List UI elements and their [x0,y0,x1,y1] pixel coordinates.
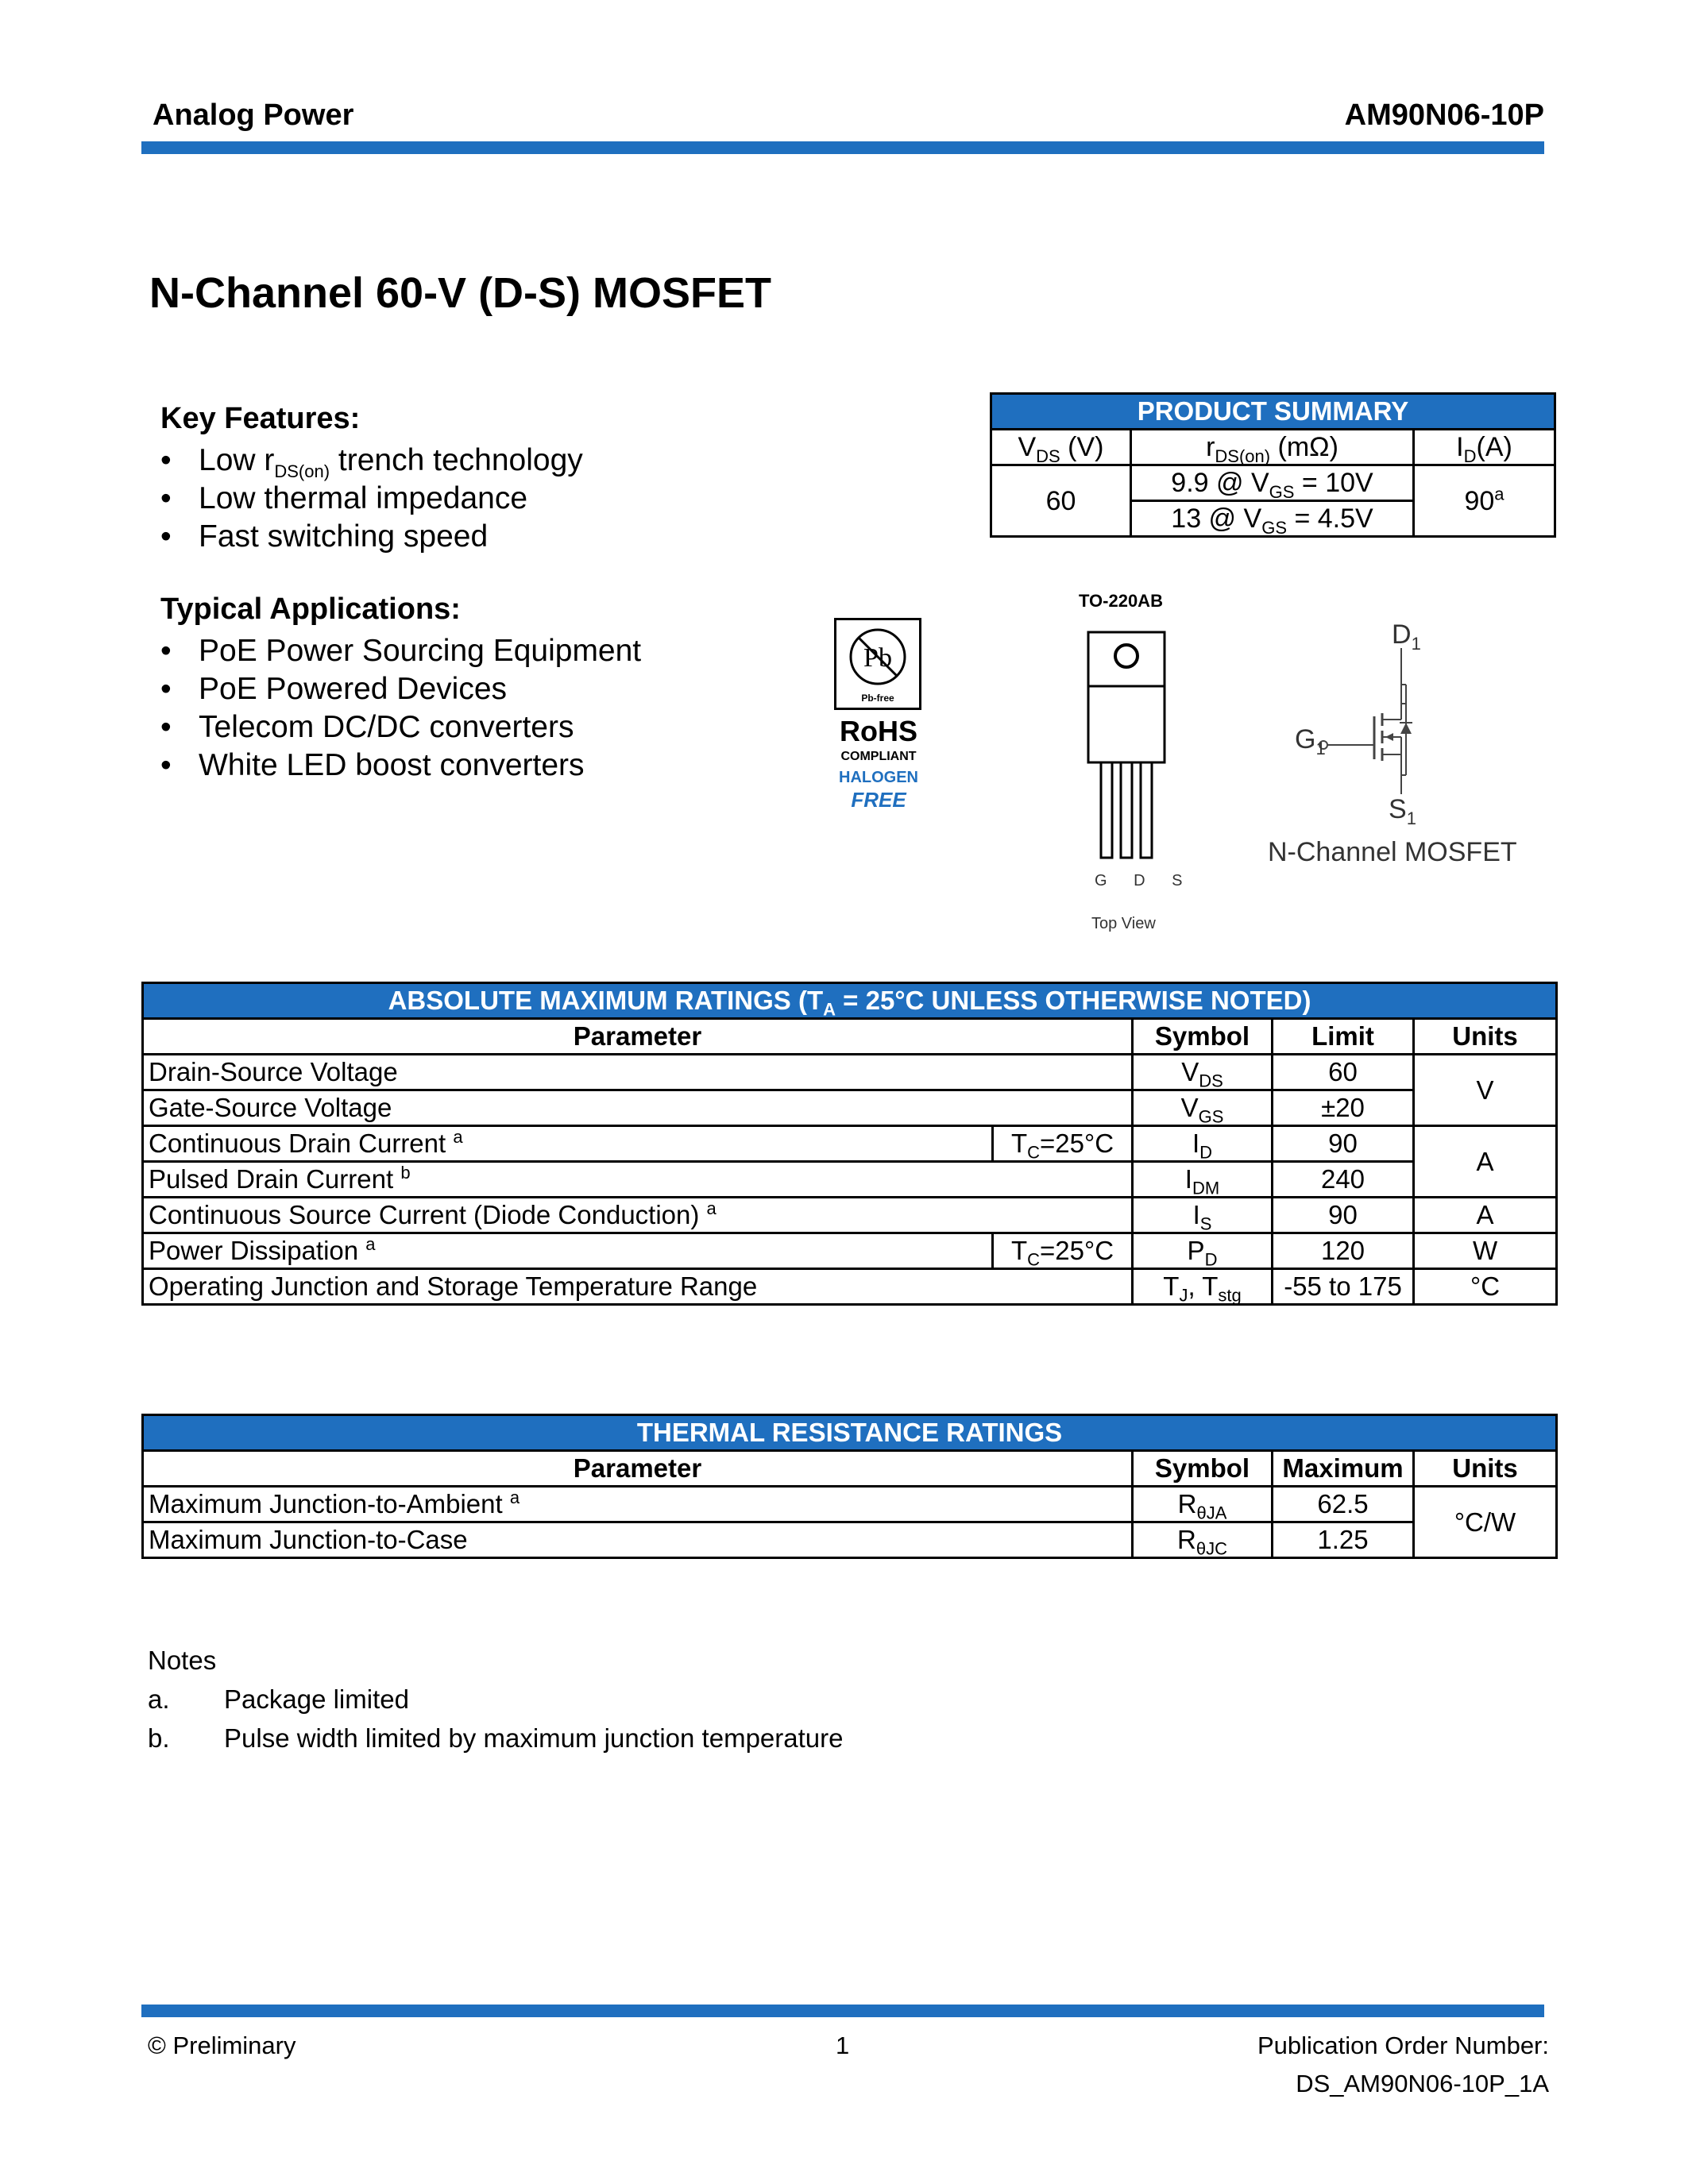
footer-left: © Preliminary [148,2032,296,2059]
thermal-maximum-header: Maximum [1273,1451,1414,1487]
thermal-resistance-table [141,1414,1558,1559]
page-title: N-Channel 60-V (D-S) MOSFET [149,269,772,317]
package-view-label: Top View [1091,915,1156,932]
note-marker: b. [148,1723,170,1753]
footer-rule [141,2005,1544,2017]
thermal-maximum: 62.5 [1273,1487,1414,1522]
abs-param [143,1126,993,1162]
vds-value: 60 [991,465,1131,537]
abs-param: Gate-Source Voltage [143,1090,1133,1126]
key-feature-item: • Fast switching speed [160,518,583,556]
id-value [1414,465,1555,537]
abs-symbol-header: Symbol [1133,1019,1273,1055]
abs-param-note: a [365,1234,376,1254]
table-row [143,1522,1557,1558]
abs-param-text: Pulsed Drain Current [149,1164,394,1194]
table-row [143,1090,1557,1126]
pb-free-logo [834,618,921,710]
abs-symbol: $T_J$, $T_{stg}$ [1133,1269,1273,1305]
abs-max-title: ABSOLUTE MAXIMUM RATINGS ($T_A = 25^\circ C$ UNLESS OTHERWISE NOTED) [143,983,1557,1019]
abs-param-text: Continuous Drain Current [149,1129,446,1158]
thermal-param [143,1487,1133,1522]
halogen-free-label: FREE [851,788,906,812]
table-row [143,1269,1557,1305]
note-text: Package limited [224,1684,409,1714]
abs-units: °C [1414,1269,1557,1305]
schematic-caption: N-Channel MOSFET [1268,837,1517,867]
note-item [148,1719,843,1758]
abs-limit: 60 [1273,1055,1414,1090]
thermal-units: °C/W [1414,1487,1557,1558]
key-features-list [160,442,583,556]
abs-param-note: b [400,1163,411,1183]
abs-symbol: $I_D$ [1133,1126,1273,1162]
id-header: $I_D(A)$ [1414,430,1555,465]
abs-limit: -55 to 175 [1273,1269,1414,1305]
rds-45v-value: 13 @ $V_{GS} = 4.5V$ [1131,501,1414,537]
abs-units: A [1414,1198,1557,1233]
rds-header: $r_{DS(on)}$ (mΩ) [1131,430,1414,465]
abs-limit: 90 [1273,1126,1414,1162]
key-feature-item [160,442,583,480]
abs-limit: ±20 [1273,1090,1414,1126]
abs-param-text: Power Dissipation [149,1236,359,1265]
thermal-param: Maximum Junction-to-Case [143,1522,1133,1558]
abs-param: Operating Junction and Storage Temperature Range [143,1269,1133,1305]
thermal-maximum: 1.25 [1273,1522,1414,1558]
applications-heading: Typical Applications: [160,592,461,626]
rohs-compliant-label: COMPLIANT [840,750,917,763]
thermal-symbol: $R_{\theta JC}$ [1133,1522,1273,1558]
page-number: 1 [836,2032,850,2059]
thermal-units-header: Units [1414,1451,1557,1487]
source-label: $S_1$ [1389,794,1416,828]
thermal-symbol-header: Symbol [1133,1451,1273,1487]
product-summary-title: PRODUCT SUMMARY [991,394,1555,430]
rohs-label: RoHS [840,715,917,747]
abs-limit: 240 [1273,1162,1414,1198]
note-marker: a. [148,1684,170,1714]
table-row [143,1487,1557,1522]
thermal-param-text: Maximum Junction-to-Ambient [149,1489,503,1518]
thermal-symbol: $R_{\theta JA}$ [1133,1487,1273,1522]
table-row [143,1162,1557,1198]
abs-param [143,1198,1133,1233]
abs-parameter-header: Parameter [143,1019,1133,1055]
note-text: Pulse width limited by maximum junction temperature [224,1723,844,1753]
table-row [143,1126,1557,1162]
pb-free-icon [836,620,919,708]
absolute-max-ratings-table [141,982,1558,1306]
key-features-heading: Key Features: [160,402,361,435]
table-row [143,1233,1557,1269]
application-item: • PoE Power Sourcing Equipment [160,632,641,670]
product-summary-table [990,392,1556,538]
to220-package-icon [1072,623,1176,869]
abs-param [143,1162,1133,1198]
abs-condition: $T_C=25^\circ C$ [993,1126,1133,1162]
abs-units-header: Units [1414,1019,1557,1055]
header-rule [141,141,1544,154]
thermal-title: THERMAL RESISTANCE RATINGS [143,1415,1557,1451]
pb-free-label: Pb-free [861,693,894,704]
abs-param-text: Continuous Source Current (Diode Conduction) [149,1200,700,1229]
company-name: Analog Power [153,98,354,132]
publication-number: DS_AM90N06-10P_1A [1296,2070,1549,2097]
id-number: 90 [1464,485,1495,516]
publication-label: Publication Order Number: [1257,2032,1549,2059]
application-item: • Telecom DC/DC converters [160,708,641,747]
abs-limit: 90 [1273,1198,1414,1233]
table-row [143,1198,1557,1233]
package-pin-labels: G D S [1095,872,1194,889]
halogen-label: HALOGEN [839,769,918,786]
application-item: • White LED boost converters [160,747,641,785]
notes-heading: Notes [148,1646,217,1675]
gate-label: $G_1$ [1295,724,1326,758]
drain-label: $D_1$ [1392,619,1421,654]
note-item [148,1680,843,1719]
key-feature-item: • Low thermal impedance [160,480,583,518]
abs-units: V [1414,1055,1557,1126]
abs-param-note: a [453,1127,463,1147]
abs-param [143,1233,993,1269]
part-number: AM90N06-10P [1344,98,1544,132]
abs-symbol: $V_{DS}$ [1133,1055,1273,1090]
notes-section [148,1641,843,1758]
abs-limit-header: Limit [1273,1019,1414,1055]
abs-symbol: $I_{DM}$ [1133,1162,1273,1198]
abs-condition: $T_C=25^\circ C$ [993,1233,1133,1269]
abs-symbol: $I_S$ [1133,1198,1273,1233]
application-item: • PoE Powered Devices [160,670,641,708]
vds-header: $V_{DS}$ (V) [991,430,1131,465]
thermal-parameter-header: Parameter [143,1451,1133,1487]
package-name: TO-220AB [1079,591,1163,611]
abs-units: W [1414,1233,1557,1269]
abs-param-note: a [706,1198,717,1218]
abs-param: Drain-Source Voltage [143,1055,1133,1090]
abs-symbol: $V_{GS}$ [1133,1090,1273,1126]
rds-10v-value: 9.9 @ $V_{GS} = 10V$ [1131,465,1414,501]
abs-symbol: $P_D$ [1133,1233,1273,1269]
applications-list [160,632,641,785]
id-note: a [1494,484,1505,504]
abs-units: A [1414,1126,1557,1198]
thermal-param-note: a [509,1488,520,1507]
svg-text:Pb: Pb [863,643,892,673]
key-feature-rds-text: Low $r_{DS(on)}$ trench technology [199,443,583,481]
abs-limit: 120 [1273,1233,1414,1269]
table-row [143,1055,1557,1090]
